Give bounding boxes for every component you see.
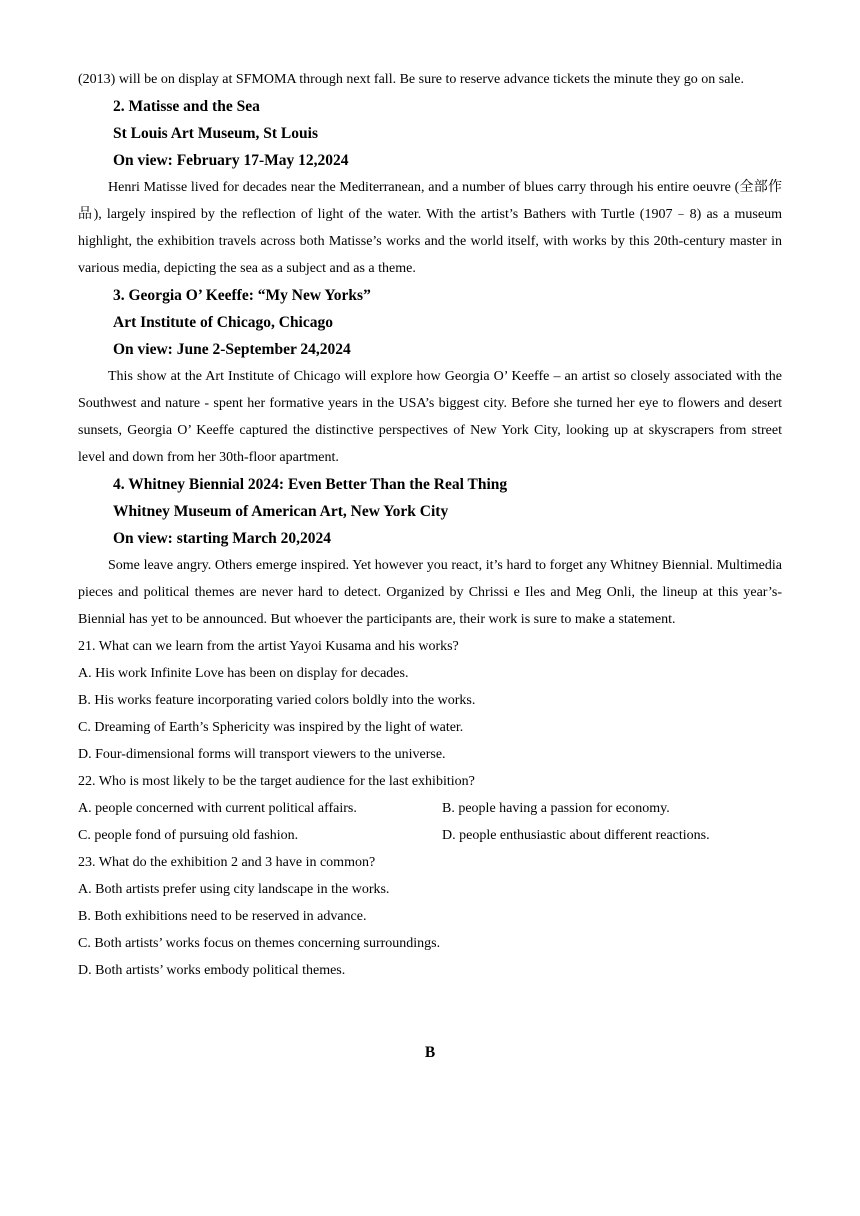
intro-continuation: (2013) will be on display at SFMOMA through next fall. Be sure to reserve advance tickets the minute they go on sale. bbox=[78, 72, 745, 87]
answer-option: B. His works feature incorporating varied colors boldly into the works. bbox=[78, 693, 476, 708]
section-heading: B bbox=[424, 1044, 436, 1061]
question-21 bbox=[78, 633, 782, 768]
question-23 bbox=[78, 849, 782, 984]
exhibition-3 bbox=[78, 282, 782, 471]
answer-option: A. people concerned with current political affairs. bbox=[78, 801, 357, 816]
answer-option-row bbox=[78, 795, 782, 822]
answer-option: C. Dreaming of Earth’s Sphericity was inspired by the light of water. bbox=[78, 720, 464, 735]
exhibition-dates: On view: February 17-May 12,2024 bbox=[113, 152, 349, 169]
exhibition-dates: On view: June 2-September 24,2024 bbox=[113, 341, 351, 358]
exhibition-title: 4. Whitney Biennial 2024: Even Better Than the Real Thing bbox=[113, 476, 508, 493]
answer-option: D. Both artists’ works embody political themes. bbox=[78, 963, 346, 978]
answer-option: D. Four-dimensional forms will transport viewers to the universe. bbox=[78, 747, 446, 762]
exhibition-venue: Art Institute of Chicago, Chicago bbox=[113, 314, 333, 331]
exhibition-venue: St Louis Art Museum, St Louis bbox=[113, 125, 318, 142]
exhibition-2 bbox=[78, 93, 782, 282]
answer-option: B. Both exhibitions need to be reserved in advance. bbox=[78, 909, 367, 924]
exhibition-description: Henri Matisse lived for decades near the Mediterranean, and a number of blues carry through his entire oeuvre (全部作品), largely inspired by the reflection of light of the water. With the artist’s Bathers with Turtle (1907﹣8) as a museum highlight, the exhibition travels across both Matisse’s works and the world itself, with works by this 20th-century master in various media, depicting the sea as a subject and as a theme. bbox=[78, 180, 782, 276]
exhibition-title: 3. Georgia O’ Keeffe: “My New Yorks” bbox=[113, 287, 371, 304]
exhibition-title: 2. Matisse and the Sea bbox=[113, 98, 260, 115]
document-page bbox=[78, 66, 782, 984]
answer-option: A. His work Infinite Love has been on display for decades. bbox=[78, 666, 409, 681]
exhibition-4 bbox=[78, 471, 782, 633]
question-stem: 21. What can we learn from the artist Yayoi Kusama and his works? bbox=[78, 639, 459, 654]
answer-option: D. people enthusiastic about different reactions. bbox=[442, 828, 710, 843]
answer-option: B. people having a passion for economy. bbox=[442, 801, 670, 816]
exhibition-dates: On view: starting March 20,2024 bbox=[113, 530, 331, 547]
answer-option: A. Both artists prefer using city landscape in the works. bbox=[78, 882, 390, 897]
question-stem: 22. Who is most likely to be the target audience for the last exhibition? bbox=[78, 774, 475, 789]
answer-option-row bbox=[78, 822, 782, 849]
question-22 bbox=[78, 768, 782, 849]
answer-option: C. people fond of pursuing old fashion. bbox=[78, 828, 299, 843]
exhibition-description: Some leave angry. Others emerge inspired. Yet however you react, it’s hard to forget any Whitney Biennial. Multimedia pieces and political themes are never hard to detect. Organized by Chrissi e Iles and Meg Onli, the lineup at this year’s-Biennial has yet to be announced. But whoever the participants are, their work is sure to make a statement. bbox=[78, 558, 782, 627]
answer-option: C. Both artists’ works focus on themes concerning surroundings. bbox=[78, 936, 441, 951]
exhibition-description: This show at the Art Institute of Chicago will explore how Georgia O’ Keeffe – an artist so closely associated with the Southwest and nature - spent her formative years in the USA’s biggest city. Before she turned her eye to flowers and desert sunsets, Georgia O’ Keeffe captured the distinctive perspectives of New York City, looking up at skyscrapers from street level and down from her 30th-floor apartment. bbox=[78, 369, 782, 465]
exhibition-venue: Whitney Museum of American Art, New York City bbox=[113, 503, 449, 520]
question-stem: 23. What do the exhibition 2 and 3 have in common? bbox=[78, 855, 376, 870]
